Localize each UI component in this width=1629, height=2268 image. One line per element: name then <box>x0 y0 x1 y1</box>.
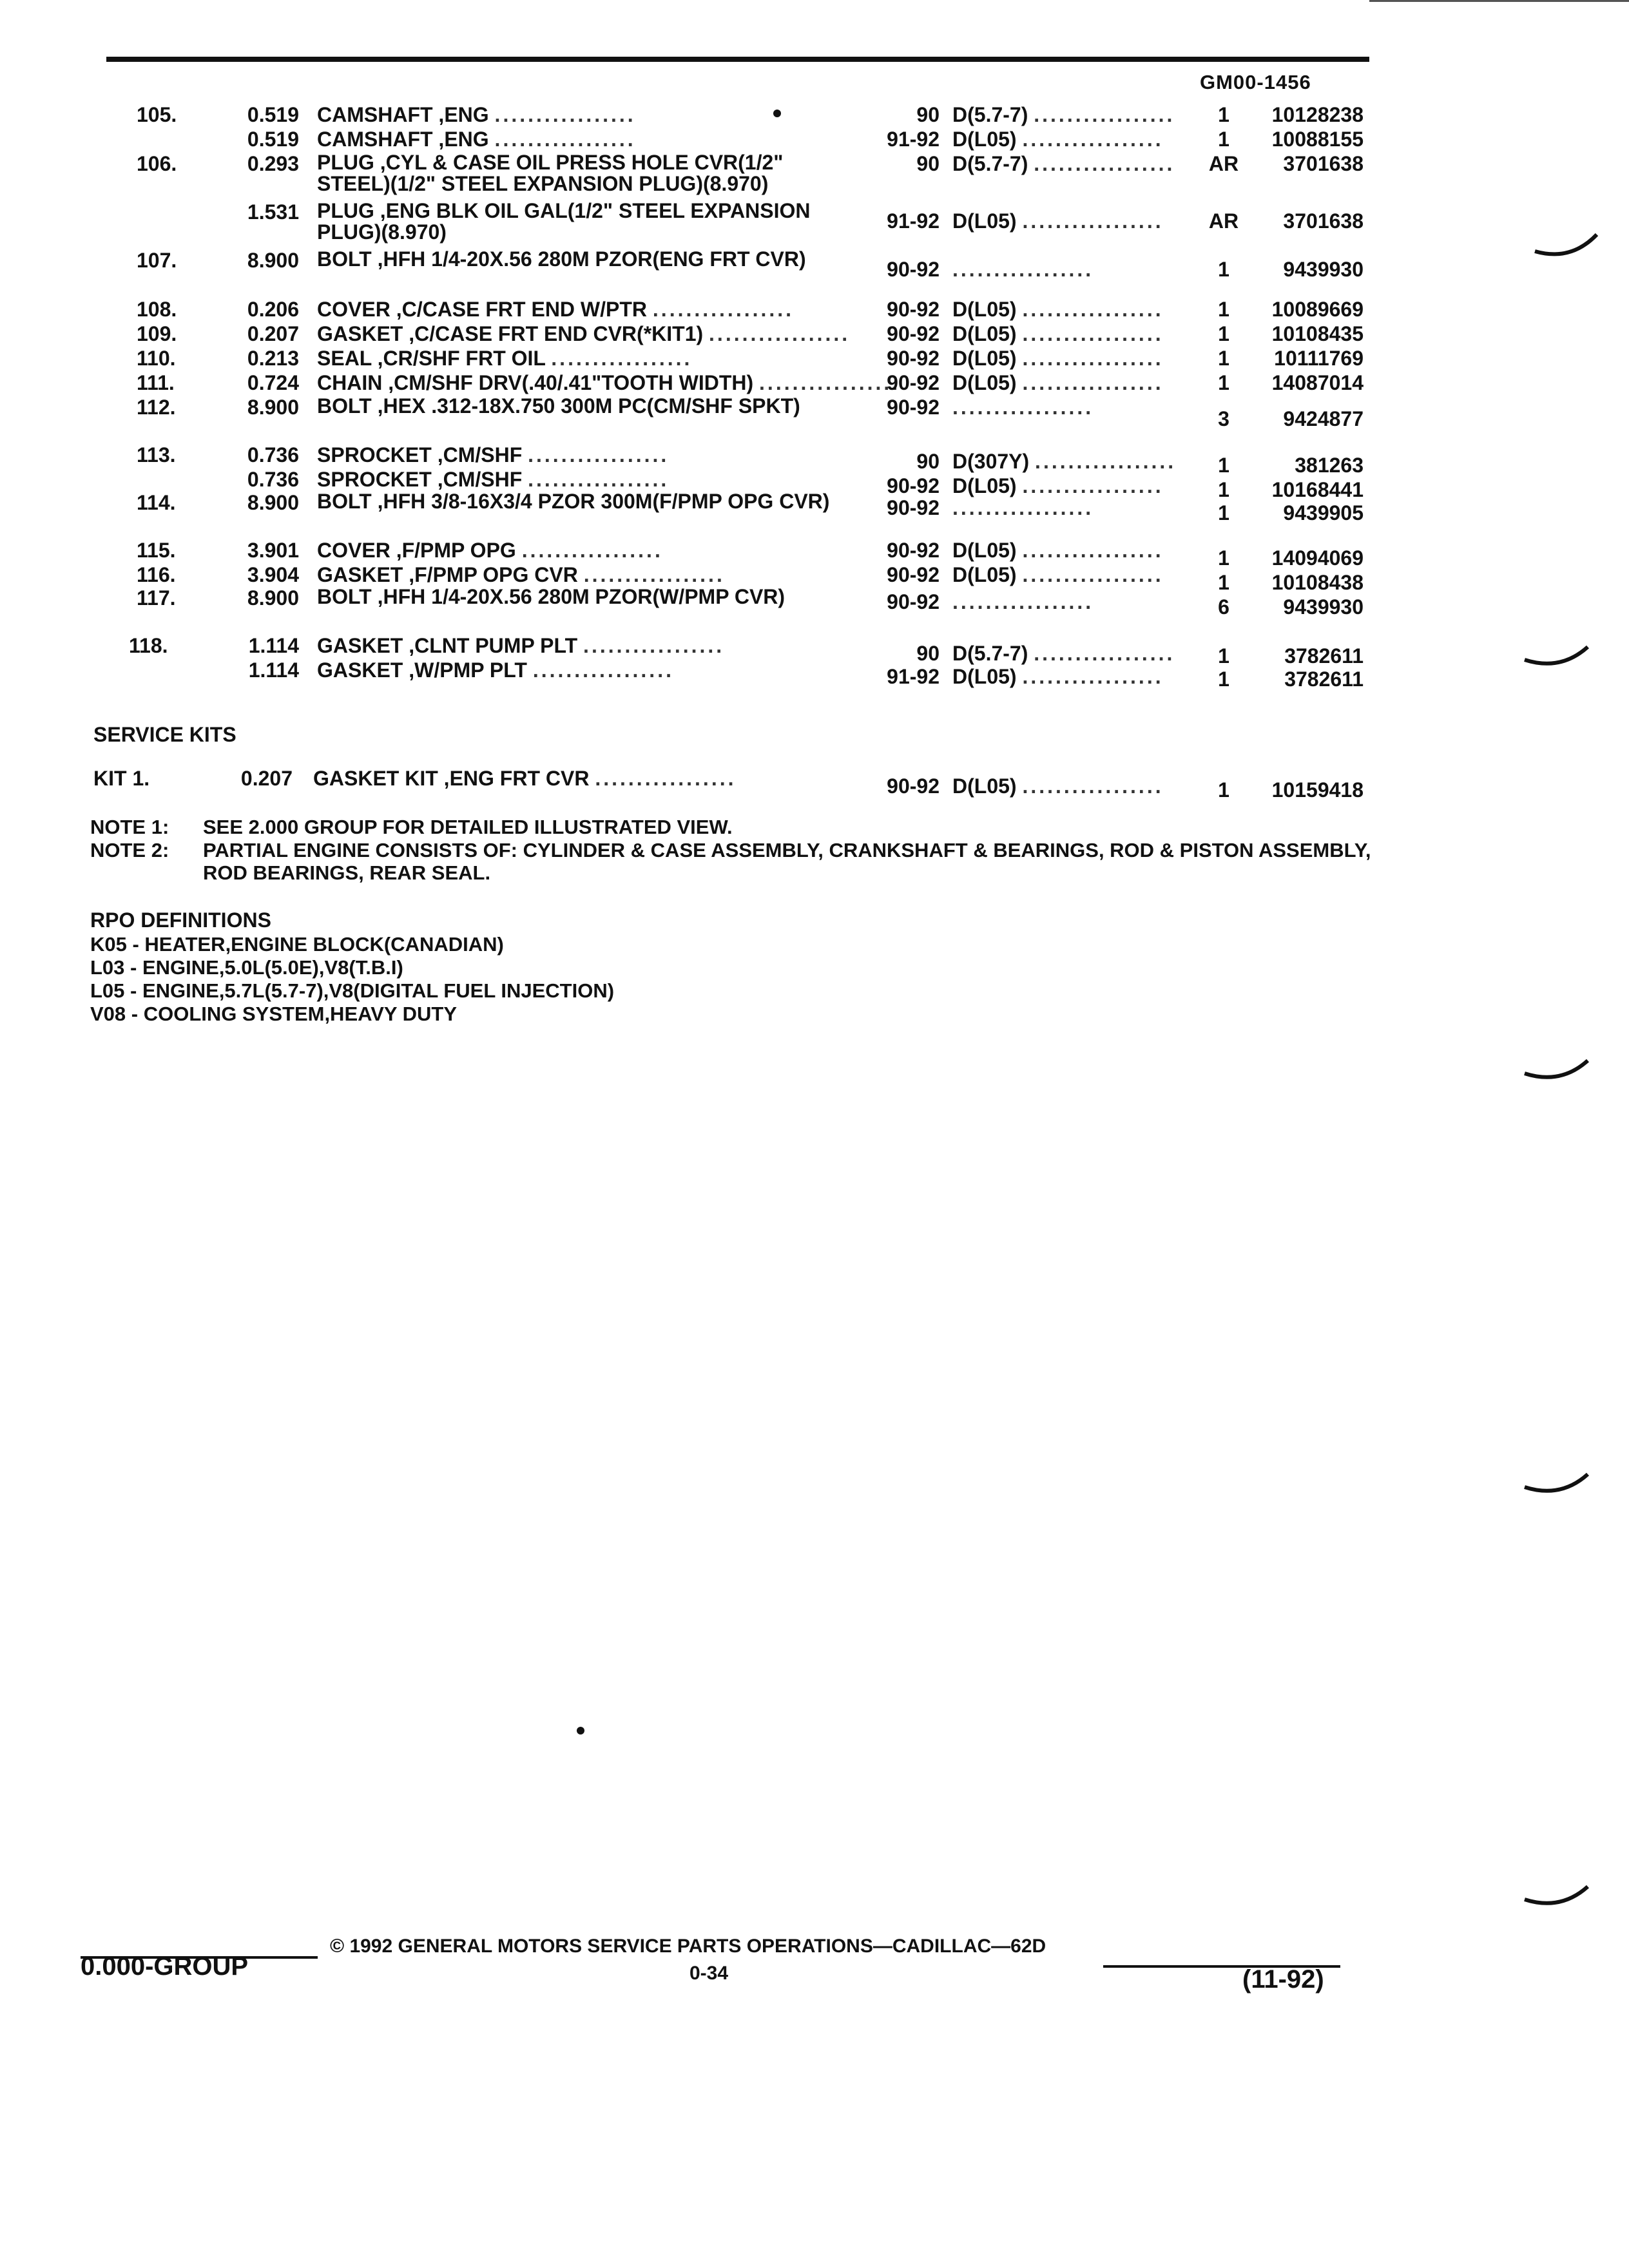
quantity: 1 <box>1218 546 1229 570</box>
table-row <box>0 103 1629 126</box>
table-row <box>0 298 1629 321</box>
note-text: PARTIAL ENGINE CONSISTS OF: CYLINDER & CASE ASSEMBLY, CRANKSHAFT & BEARINGS, ROD & PISTON ASSEMBLY, ROD BEARINGS, REAR SEAL. <box>203 839 1371 884</box>
application: D(L05) ................. <box>952 539 1164 562</box>
quantity: 1 <box>1218 347 1229 370</box>
ref-number: 112. <box>137 396 176 419</box>
model-years: 90-92 <box>887 258 940 281</box>
model-years: 90-92 <box>887 371 940 394</box>
note-1 <box>90 816 1443 839</box>
table-row <box>0 468 1629 501</box>
application: D(L05) ................. <box>952 128 1164 151</box>
ref-number: 107. <box>137 249 177 272</box>
part-description: CAMSHAFT ,ENG ................. <box>317 103 636 126</box>
service-kits-heading: SERVICE KITS <box>93 723 236 746</box>
binder-mark-icon <box>1522 1470 1593 1496</box>
part-description: SPROCKET ,CM/SHF ................. <box>317 468 670 491</box>
part-description: GASKET ,W/PMP PLT ................. <box>317 658 674 682</box>
model-years: 90 <box>916 642 940 665</box>
part-number: 10108435 <box>1271 322 1364 345</box>
group-number: 8.900 <box>247 491 299 514</box>
model-years: 90 <box>916 103 940 126</box>
part-description: SEAL ,CR/SHF FRT OIL ................. <box>317 347 693 370</box>
table-row <box>0 539 1629 570</box>
group-number: 8.900 <box>247 586 299 610</box>
binder-mark-icon <box>1522 1883 1593 1908</box>
ref-number: 118. <box>129 634 168 657</box>
part-number: 10088155 <box>1271 128 1364 151</box>
model-years: 90-92 <box>887 474 940 497</box>
group-number: 3.904 <box>247 563 299 586</box>
model-years: 90-92 <box>887 774 940 798</box>
ref-number: 111. <box>137 371 175 394</box>
part-number: 10128238 <box>1271 103 1364 126</box>
part-number: 3782611 <box>1284 644 1364 668</box>
part-number: 9439930 <box>1283 595 1364 619</box>
quantity: 1 <box>1218 501 1229 524</box>
table-row <box>0 394 1629 430</box>
quantity: 3 <box>1218 407 1229 430</box>
table-row <box>0 658 1629 691</box>
table-row <box>0 634 1629 668</box>
part-number: 9439930 <box>1283 258 1364 281</box>
part-number: 10108438 <box>1271 571 1364 594</box>
kit-label: KIT 1. <box>93 767 150 790</box>
ref-number: 117. <box>137 586 176 610</box>
application: D(L05) ................. <box>952 209 1164 233</box>
doc-id: GM00-1456 <box>1200 71 1311 93</box>
table-row <box>0 128 1629 151</box>
application: D(L05) ................. <box>952 322 1164 345</box>
application: D(L05) ................. <box>952 371 1164 394</box>
part-description: GASKET KIT ,ENG FRT CVR ................. <box>313 767 737 790</box>
part-description: COVER ,C/CASE FRT END W/PTR ................. <box>317 298 795 321</box>
group-number: 1.114 <box>248 658 299 682</box>
ref-number: 109. <box>137 322 177 345</box>
part-number: 10159418 <box>1271 778 1364 802</box>
part-description: CHAIN ,CM/SHF DRV(.40/.41"TOOTH WIDTH) ................. <box>317 371 901 394</box>
group-number: 0.736 <box>247 468 299 491</box>
application: ................. <box>952 590 1094 613</box>
ref-number: 105. <box>137 103 177 126</box>
application: D(5.7-7) ................. <box>952 152 1175 175</box>
quantity: AR <box>1208 152 1239 175</box>
model-years: 90 <box>916 450 940 473</box>
part-number: 10168441 <box>1271 478 1364 501</box>
application: ................. <box>952 396 1094 419</box>
top-rule <box>106 57 1369 62</box>
ref-number: 116. <box>137 563 176 586</box>
part-description: PLUG ,CYL & CASE OIL PRESS HOLE CVR(1/2" STEEL)(1/2" STEEL EXPANSION PLUG)(8.970) <box>317 151 784 195</box>
ref-number: 114. <box>137 491 176 514</box>
model-years: 91-92 <box>887 128 940 151</box>
part-number: 9439905 <box>1283 501 1364 524</box>
group-number: 0.213 <box>247 347 299 370</box>
ref-number: 108. <box>137 298 177 321</box>
part-description: CAMSHAFT ,ENG ................. <box>317 128 636 151</box>
ref-number: 115. <box>137 539 176 562</box>
table-row <box>0 322 1629 345</box>
model-years: 90-92 <box>887 590 940 613</box>
model-years: 90-92 <box>887 496 940 519</box>
table-row <box>0 347 1629 370</box>
corner-rule <box>1369 0 1629 2</box>
quantity: 1 <box>1218 644 1229 668</box>
service-kit-row <box>0 767 1629 802</box>
binder-mark-icon <box>1532 232 1603 258</box>
ref-number: 110. <box>137 347 176 370</box>
group-number: 8.900 <box>247 396 299 419</box>
model-years: 90-92 <box>887 322 940 345</box>
quantity: 1 <box>1218 454 1229 477</box>
application: D(L05) ................. <box>952 563 1164 586</box>
quantity: 1 <box>1218 258 1229 281</box>
note-2 <box>90 839 1443 887</box>
group-number: 0.519 <box>247 128 299 151</box>
quantity: 1 <box>1218 322 1229 345</box>
rpo-definitions-heading: RPO DEFINITIONS <box>90 908 271 932</box>
table-row <box>0 563 1629 594</box>
ref-number: 113. <box>137 443 176 466</box>
model-years: 90-92 <box>887 563 940 586</box>
quantity: 1 <box>1218 371 1229 394</box>
binder-mark-icon <box>1522 1057 1593 1082</box>
part-description: BOLT ,HFH 3/8-16X3/4 PZOR 300M(F/PMP OPG CVR) <box>317 490 830 513</box>
part-description: GASKET ,F/PMP OPG CVR ................. <box>317 563 725 586</box>
rpo-definition: K05 - HEATER,ENGINE BLOCK(CANADIAN) <box>90 933 504 956</box>
application: D(L05) ................. <box>952 298 1164 321</box>
page-number: 0-34 <box>689 1963 729 1984</box>
group-number: 0.724 <box>247 371 299 394</box>
quantity: 1 <box>1218 571 1229 594</box>
quantity: AR <box>1208 209 1239 233</box>
model-years: 90 <box>916 152 940 175</box>
table-row <box>0 247 1629 281</box>
speck-icon <box>577 1727 584 1735</box>
model-years: 91-92 <box>887 665 940 688</box>
footer-group: 0.000-GROUP <box>81 1952 249 1981</box>
binder-mark-icon <box>1522 643 1593 669</box>
group-number: 3.901 <box>247 539 299 562</box>
quantity: 1 <box>1218 778 1229 802</box>
part-number: 10111769 <box>1274 347 1364 370</box>
quantity: 1 <box>1218 298 1229 321</box>
rpo-definition: L05 - ENGINE,5.7L(5.7-7),V8(DIGITAL FUEL INJECTION) <box>90 979 615 1002</box>
part-number: 14094069 <box>1271 546 1364 570</box>
group-number: 0.206 <box>247 298 299 321</box>
table-row <box>0 151 1629 195</box>
application: D(5.7-7) ................. <box>952 642 1175 665</box>
group-number: 8.900 <box>247 249 299 272</box>
table-row <box>0 443 1629 477</box>
speck-icon <box>773 110 781 117</box>
table-row <box>0 585 1629 619</box>
quantity: 6 <box>1218 595 1229 619</box>
quantity: 1 <box>1218 478 1229 501</box>
application: D(L05) ................. <box>952 347 1164 370</box>
table-row <box>0 199 1629 244</box>
application: D(L05) ................. <box>952 774 1164 798</box>
ref-number: 106. <box>137 152 177 175</box>
part-description: GASKET ,CLNT PUMP PLT ................. <box>317 634 725 657</box>
application: D(307Y) ................. <box>952 450 1177 473</box>
group-number: 1.114 <box>248 634 299 657</box>
quantity: 1 <box>1218 668 1229 691</box>
part-number: 9424877 <box>1283 407 1364 430</box>
model-years: 90-92 <box>887 347 940 370</box>
rpo-definition: V08 - COOLING SYSTEM,HEAVY DUTY <box>90 1003 458 1025</box>
part-description: SPROCKET ,CM/SHF ................. <box>317 443 670 466</box>
table-row <box>0 371 1629 394</box>
part-description: BOLT ,HFH 1/4-20X.56 280M PZOR(ENG FRT CVR) <box>317 247 806 271</box>
note-label: NOTE 1: <box>90 816 169 838</box>
part-description: COVER ,F/PMP OPG ................. <box>317 539 663 562</box>
group-number: 0.519 <box>247 103 299 126</box>
application: D(L05) ................. <box>952 474 1164 497</box>
application: ................. <box>952 496 1094 519</box>
table-row <box>0 490 1629 524</box>
model-years: 90-92 <box>887 396 940 419</box>
application: D(L05) ................. <box>952 665 1164 688</box>
part-number: 3782611 <box>1284 668 1364 691</box>
part-description: PLUG ,ENG BLK OIL GAL(1/2" STEEL EXPANSION PLUG)(8.970) <box>317 199 811 244</box>
model-years: 90-92 <box>887 298 940 321</box>
note-text: SEE 2.000 GROUP FOR DETAILED ILLUSTRATED VIEW. <box>203 816 733 838</box>
rpo-definition: L03 - ENGINE,5.0L(5.0E),V8(T.B.I) <box>90 956 403 979</box>
footer-date: (11-92) <box>1242 1965 1324 1994</box>
part-number: 3701638 <box>1283 209 1364 233</box>
group-number: 0.293 <box>247 152 299 175</box>
group-number: 0.736 <box>247 443 299 466</box>
model-years: 91-92 <box>887 209 940 233</box>
group-number: 0.207 <box>247 322 299 345</box>
quantity: 1 <box>1218 103 1229 126</box>
model-years: 90-92 <box>887 539 940 562</box>
part-description: BOLT ,HEX .312-18X.750 300M PC(CM/SHF SPKT) <box>317 394 800 418</box>
quantity: 1 <box>1218 128 1229 151</box>
part-description: GASKET ,C/CASE FRT END CVR(*KIT1) ................. <box>317 322 851 345</box>
part-description: BOLT ,HFH 1/4-20X.56 280M PZOR(W/PMP CVR) <box>317 585 786 608</box>
group-number: 1.531 <box>247 200 299 224</box>
group-number: 0.207 <box>240 767 293 790</box>
note-label: NOTE 2: <box>90 839 169 861</box>
part-number: 10089669 <box>1271 298 1364 321</box>
part-number: 381263 <box>1295 454 1364 477</box>
application: D(5.7-7) ................. <box>952 103 1175 126</box>
application: ................. <box>952 258 1094 281</box>
footer-copyright: © 1992 GENERAL MOTORS SERVICE PARTS OPERATIONS—CADILLAC—62D <box>330 1936 1046 1957</box>
part-number: 14087014 <box>1271 371 1364 394</box>
part-number: 3701638 <box>1283 152 1364 175</box>
